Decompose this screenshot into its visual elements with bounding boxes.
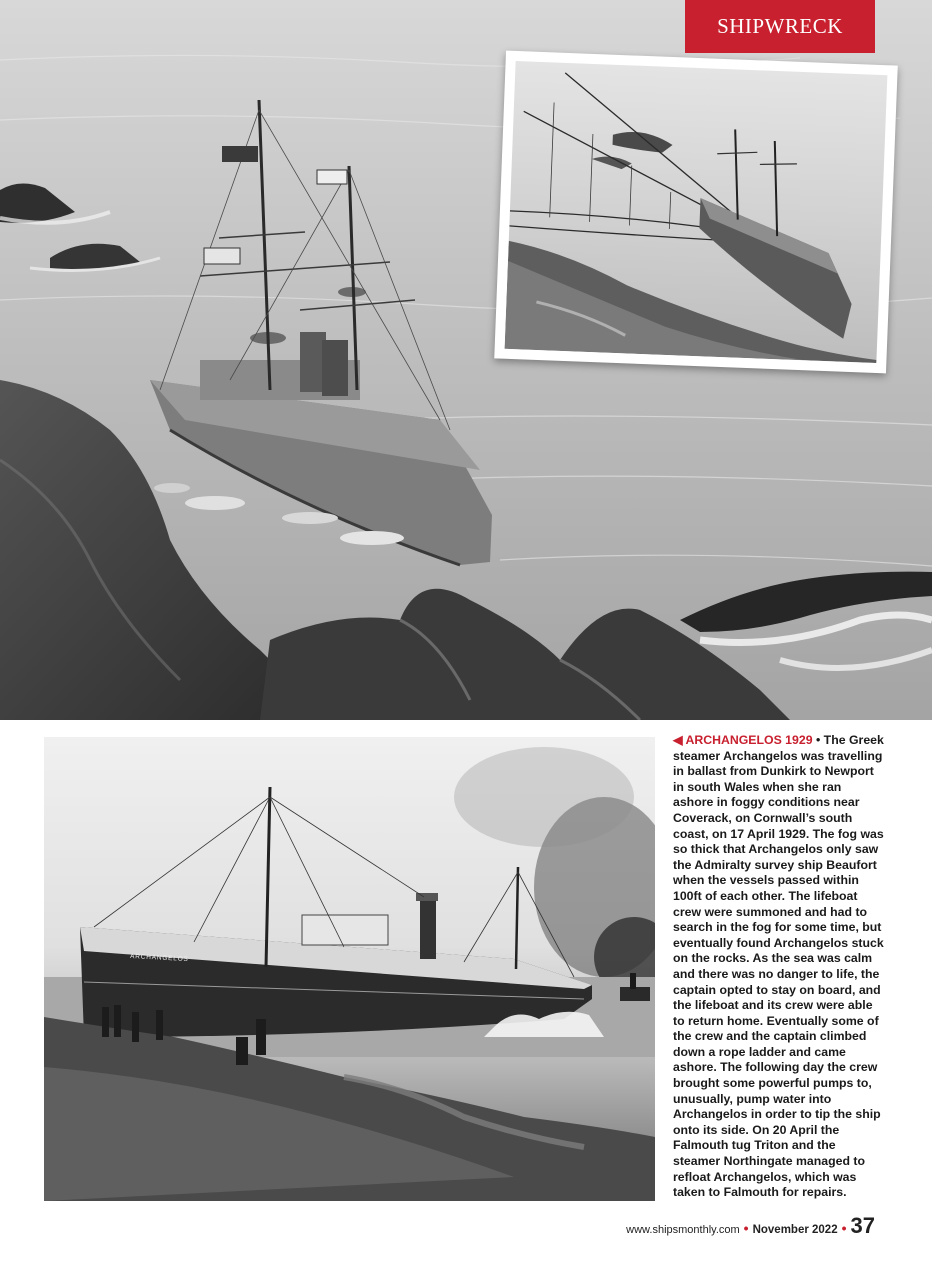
archangelos-wreck-photo xyxy=(44,737,655,1201)
section-tag: SHIPWRECK xyxy=(685,0,875,53)
caption-body: • The Greek steamer Archangelos was travelling in ballast from Dunkirk to Newport in south Wales when she ran ashore in foggy conditions near Coverack, on Cornwall’s south coast, on 17 April 1929. The fog was so thick that Archangelos only saw the Admiralty survey ship Beaufort when the vessels passed within 100ft of each other. The lifeboat crew were summoned and had to search in the fog for some time, but eventually found Archangelos stuck on the rocks. As the sea was calm and there was no danger to life, the captain opted to stay on board, and the lifeboat and its crew were able to return home. Eventually some of the crew and the captain climbed down a rope ladder and came ashore. The following day the crew brought some powerful pumps to, unusually, pump water into Archangelos in order to tip the ship onto its side. On 20 April the Falmouth tug Triton and the steamer Northingate managed to refloat Archangelos, which was taken to Falmouth for repairs. xyxy=(673,733,884,1200)
footer-separator: • xyxy=(841,1220,847,1236)
left-arrow-icon: ◀ xyxy=(673,733,683,747)
photo-caption xyxy=(673,733,885,1201)
footer-date: November 2022 xyxy=(752,1224,838,1236)
footer-website: www.shipsmonthly.com xyxy=(626,1224,740,1236)
hull-name-text: ARCHANGELOS xyxy=(129,953,189,964)
inset-photo-frame xyxy=(494,51,898,374)
caption-headline: ARCHANGELOS 1929 xyxy=(685,733,813,747)
bridge-wreck-photo xyxy=(505,61,888,363)
page-number: 37 xyxy=(850,1213,875,1238)
page-footer xyxy=(626,1213,875,1239)
footer-separator: • xyxy=(743,1220,749,1236)
